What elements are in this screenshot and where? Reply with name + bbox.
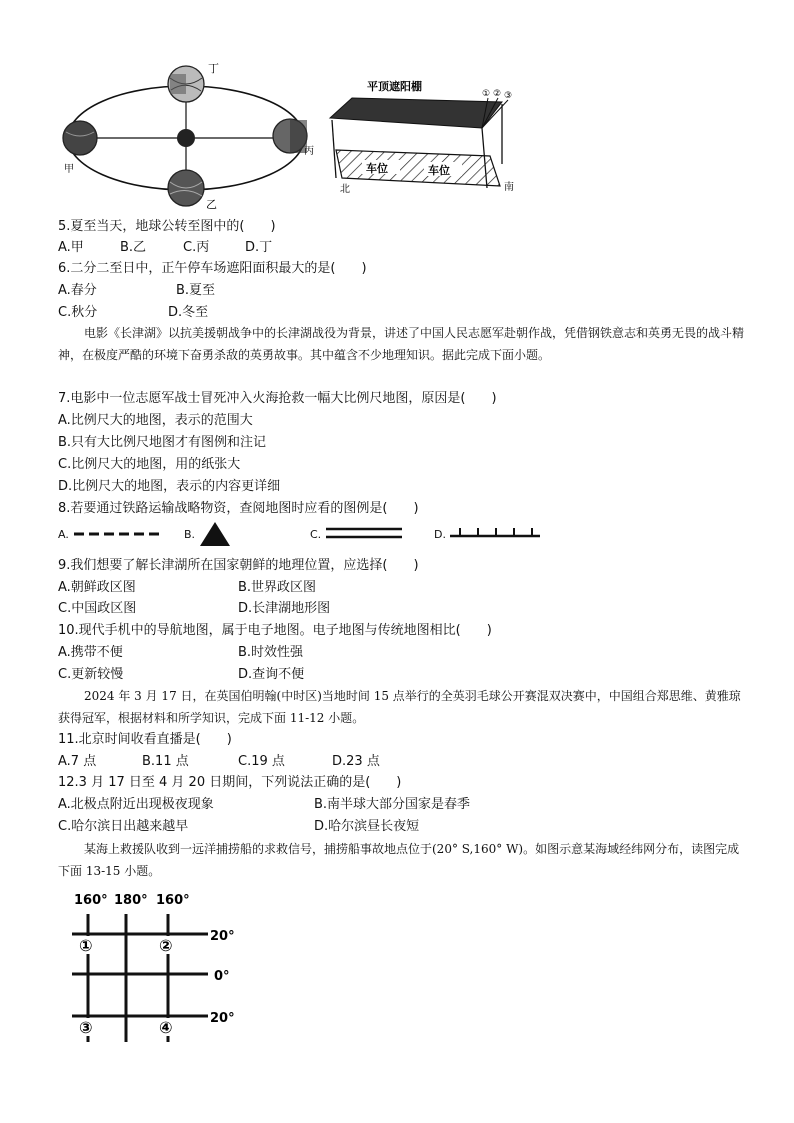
q9-option-a[interactable]: A.朝鲜政区图 [58, 580, 136, 595]
q10-option-a[interactable]: A.携带不便 [58, 645, 123, 660]
ray-mark-1: ① [482, 89, 491, 99]
ray-mark-2: ② [493, 89, 502, 99]
q11-option-b[interactable]: B.11 点 [142, 754, 189, 769]
q9-stem: 9.我们想要了解长津湖所在国家朝鲜的地理位置，应选择( ) [58, 558, 419, 573]
q11-option-d[interactable]: D.23 点 [332, 754, 380, 769]
earth-jia [63, 121, 97, 155]
legend-d-railway-icon [450, 526, 540, 540]
q11-option-c[interactable]: C.19 点 [238, 754, 285, 769]
q12-option-c[interactable]: C.哈尔滨日出越来越早 [58, 819, 189, 834]
q8-option-c[interactable]: C. [310, 528, 322, 541]
q8-option-d[interactable]: D. [434, 528, 446, 541]
lat-lon-grid [66, 884, 256, 1044]
q5-stem: 5.夏至当天，地球公转至图中的( ) [58, 219, 276, 234]
passage-rescue: 某海上救援队收到一远洋捕捞船的求救信号，捕捞船事故地点位于(20° S,160° W)。如图示意某海域经纬网分布，读图完成下面 13-15 小题。 [58, 842, 740, 878]
q6-option-b[interactable]: B.夏至 [176, 283, 216, 298]
q8-option-b[interactable]: B. [184, 528, 196, 541]
q10-stem: 10.现代手机中的导航地图，属于电子地图。电子地图与传统地图相比( ) [58, 623, 492, 638]
earth-bing [273, 119, 307, 153]
label-bing: 丙 [304, 146, 314, 157]
legend-c-double-line-icon [326, 525, 402, 541]
lon-label-1: 160° [74, 893, 108, 908]
lon-label-2: 180° [114, 893, 148, 908]
q8-stem: 8.若要通过铁路运输战略物资，查阅地图时应看的图例是( ) [58, 501, 419, 516]
passage-badminton: 2024 年 3 月 17 日，在英国伯明翰(中时区)当地时间 15 点举行的全英羽毛球公开赛混双决赛中，中国组合郑思维、黄雅琼获得冠军，根据材料和所学知识，完成下面 11-12 小题。 [58, 689, 741, 725]
q9-option-b[interactable]: B.世界政区图 [238, 580, 317, 595]
q7-stem: 7.电影中一位志愿军战士冒死冲入火海抢救一幅大比例尺地图，原因是( ) [58, 391, 497, 406]
lat-label-3: 20° [210, 1011, 235, 1026]
q11-option-a[interactable]: A.7 点 [58, 754, 97, 769]
point-2: ② [159, 936, 173, 955]
q10-option-c[interactable]: C.更新较慢 [58, 667, 124, 682]
legend-b-triangle-icon [198, 520, 232, 548]
q5-option-c[interactable]: C.丙 [183, 240, 210, 255]
q7-option-b[interactable]: B.只有大比例尺地图才有图例和注记 [58, 435, 267, 450]
q12-option-b[interactable]: B.南半球大部分国家是春季 [314, 797, 471, 812]
q5-option-a[interactable]: A.甲 [58, 240, 84, 255]
q7-option-c[interactable]: C.比例尺大的地图，用的纸张大 [58, 457, 241, 472]
label-jia: 甲 [64, 164, 74, 175]
label-south: 南 [504, 182, 514, 193]
earth-ding [168, 66, 204, 102]
legend-a-icon [74, 528, 164, 540]
q6-stem: 6.二分二至日中，正午停车场遮阳面积最大的是( ) [58, 261, 367, 276]
earth-yi [168, 170, 204, 206]
passage-changjin: 电影《长津湖》以抗美援朝战争中的长津湖战役为背景，讲述了中国人民志愿军赴朝作战，凭借钢铁意志和英勇无畏的战斗精神，在极度严酷的环境下奋勇杀敌的英勇故事。其中蕴含不少地理知识。据此完成下面小题。 [58, 326, 745, 362]
q7-option-d[interactable]: D.比例尺大的地图，表示的内容更详细 [58, 479, 281, 494]
q5-option-b[interactable]: B.乙 [120, 240, 147, 255]
q6-option-a[interactable]: A.春分 [58, 283, 97, 298]
q7-option-a[interactable]: A.比例尺大的地图，表示的范围大 [58, 413, 253, 428]
q9-option-d[interactable]: D.长津湖地形图 [238, 601, 331, 616]
lat-label-2: 0° [214, 969, 230, 984]
q11-stem: 11.北京时间收看直播是( ) [58, 732, 232, 747]
shed-title: 平顶遮阳棚 [367, 80, 422, 93]
q10-option-d[interactable]: D.查询不便 [238, 667, 305, 682]
lon-label-3: 160° [156, 893, 190, 908]
label-north: 北 [340, 184, 350, 195]
q12-option-d[interactable]: D.哈尔滨昼长夜短 [314, 819, 420, 834]
orbit-diagram [58, 60, 318, 210]
label-yi: 乙 [206, 198, 217, 210]
ray-mark-3: ③ [504, 91, 513, 101]
q12-stem: 12.3 月 17 日至 4 月 20 日期间，下列说法正确的是( ) [58, 775, 402, 790]
q8-option-a[interactable]: A. [58, 528, 69, 541]
q6-option-d[interactable]: D.冬至 [168, 305, 209, 320]
label-ding: 丁 [208, 62, 219, 75]
car-left: 车位 [366, 162, 388, 175]
point-3: ③ [79, 1018, 93, 1037]
car-shed-diagram [322, 78, 522, 196]
point-4: ④ [159, 1018, 173, 1037]
q12-option-a[interactable]: A.北极点附近出现极夜现象 [58, 797, 214, 812]
car-right: 车位 [428, 164, 450, 177]
q10-option-b[interactable]: B.时效性强 [238, 645, 304, 660]
q6-option-c[interactable]: C.秋分 [58, 305, 98, 320]
q5-option-d[interactable]: D.丁 [245, 240, 273, 255]
lat-label-1: 20° [210, 929, 235, 944]
point-1: ① [79, 936, 93, 955]
q9-option-c[interactable]: C.中国政区图 [58, 601, 137, 616]
